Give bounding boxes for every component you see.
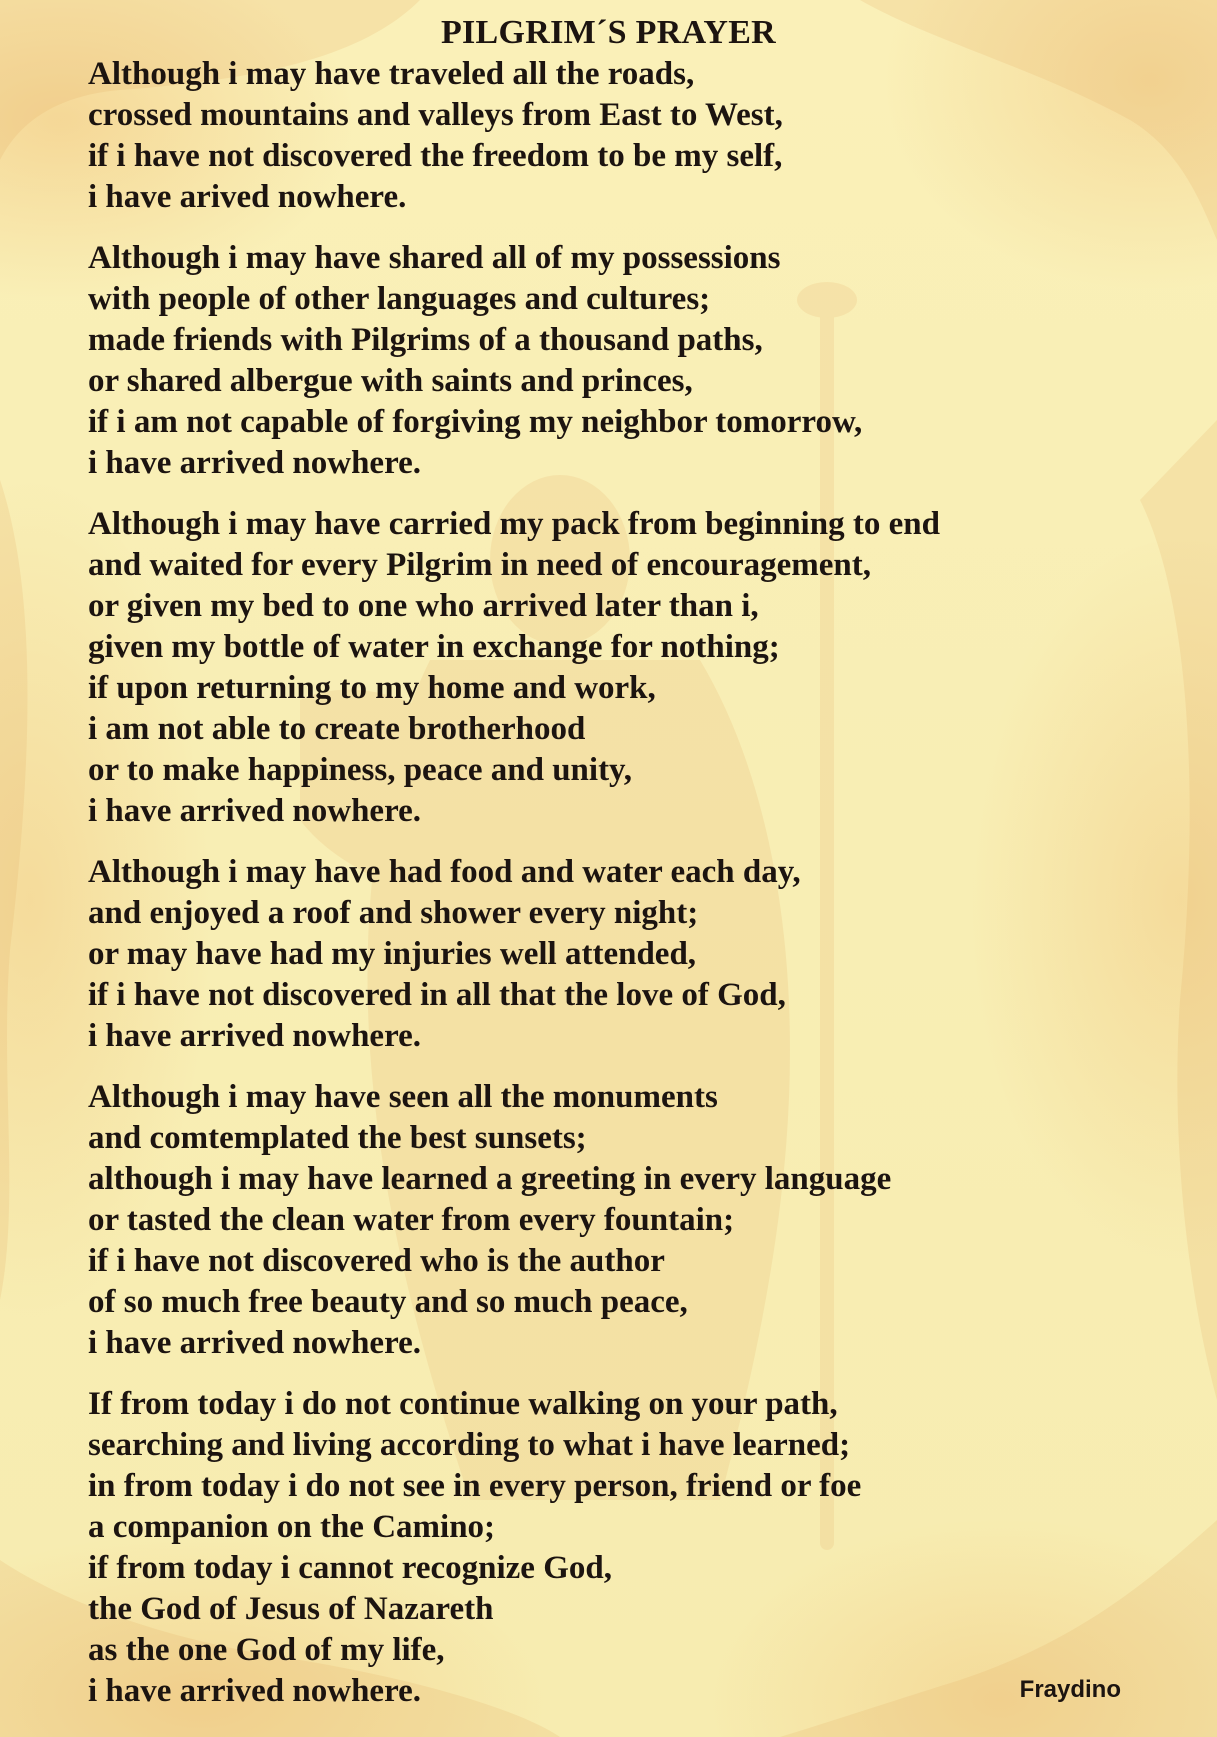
verse-line: or to make happiness, peace and unity, bbox=[88, 752, 632, 788]
verse-line: and waited for every Pilgrim in need of encouragement, bbox=[88, 547, 872, 583]
verse-line: Although i may have carried my pack from beginning to end bbox=[88, 506, 940, 542]
verse-line: a companion on the Camino; bbox=[88, 1509, 496, 1545]
stanza bbox=[88, 504, 1168, 832]
verse-line: Although i may have traveled all the roads, bbox=[88, 56, 695, 92]
verse-line: If from today i do not continue walking on your path, bbox=[88, 1386, 838, 1422]
verse-line: or tasted the clean water from every fountain; bbox=[88, 1202, 735, 1238]
author-signature: Fraydino bbox=[1019, 1676, 1121, 1703]
verse-line: Although i may have had food and water each day, bbox=[88, 854, 801, 890]
verse-line: if i have not discovered who is the author bbox=[88, 1243, 665, 1279]
verse-line: i have arrived nowhere. bbox=[88, 1325, 422, 1361]
verse-line: if i am not capable of forgiving my neighbor tomorrow, bbox=[88, 404, 863, 440]
verse-line: i am not able to create brotherhood bbox=[88, 711, 586, 747]
verse-line: of so much free beauty and so much peace, bbox=[88, 1284, 688, 1320]
verse-line: and enjoyed a roof and shower every night; bbox=[88, 895, 699, 931]
verse-line: as the one God of my life, bbox=[88, 1632, 445, 1668]
verse-line: crossed mountains and valleys from East to West, bbox=[88, 97, 783, 133]
verse-line: made friends with Pilgrims of a thousand paths, bbox=[88, 322, 763, 358]
stanza bbox=[88, 852, 1168, 1057]
verse-line: and comtemplated the best sunsets; bbox=[88, 1120, 587, 1156]
verse-line: in from today i do not see in every person, friend or foe bbox=[88, 1468, 862, 1504]
verse-line: or shared albergue with saints and princes, bbox=[88, 363, 693, 399]
stanza bbox=[88, 1077, 1168, 1364]
verse-line: Although i may have seen all the monuments bbox=[88, 1079, 718, 1115]
verse-line: i have arrived nowhere. bbox=[88, 1673, 422, 1709]
verse-line: or given my bed to one who arrived later than i, bbox=[88, 588, 759, 624]
verse-line: the God of Jesus of Nazareth bbox=[88, 1591, 494, 1627]
stanza bbox=[88, 238, 1168, 484]
verse-line: i have arrived nowhere. bbox=[88, 793, 422, 829]
prayer-title: PILGRIM´S PRAYER bbox=[440, 14, 777, 51]
verse-line: if i have not discovered the freedom to be my self, bbox=[88, 138, 783, 174]
verse-line: i have arrived nowhere. bbox=[88, 445, 422, 481]
stanza bbox=[88, 54, 1168, 218]
verse-line: with people of other languages and cultures; bbox=[88, 281, 711, 317]
verse-line: i have arived nowhere. bbox=[88, 179, 407, 215]
verse-line: if i have not discovered in all that the love of God, bbox=[88, 977, 786, 1013]
verse-line: Although i may have shared all of my possessions bbox=[88, 240, 781, 276]
verse-line: or may have had my injuries well attended, bbox=[88, 936, 697, 972]
stanza bbox=[88, 1384, 1168, 1712]
verse-line: searching and living according to what i have learned; bbox=[88, 1427, 851, 1463]
verse-line: i have arrived nowhere. bbox=[88, 1018, 422, 1054]
prayer-text bbox=[88, 54, 1168, 1732]
verse-line: although i may have learned a greeting in every language bbox=[88, 1161, 892, 1197]
verse-line: given my bottle of water in exchange for nothing; bbox=[88, 629, 780, 665]
verse-line: if upon returning to my home and work, bbox=[88, 670, 656, 706]
verse-line: if from today i cannot recognize God, bbox=[88, 1550, 612, 1586]
